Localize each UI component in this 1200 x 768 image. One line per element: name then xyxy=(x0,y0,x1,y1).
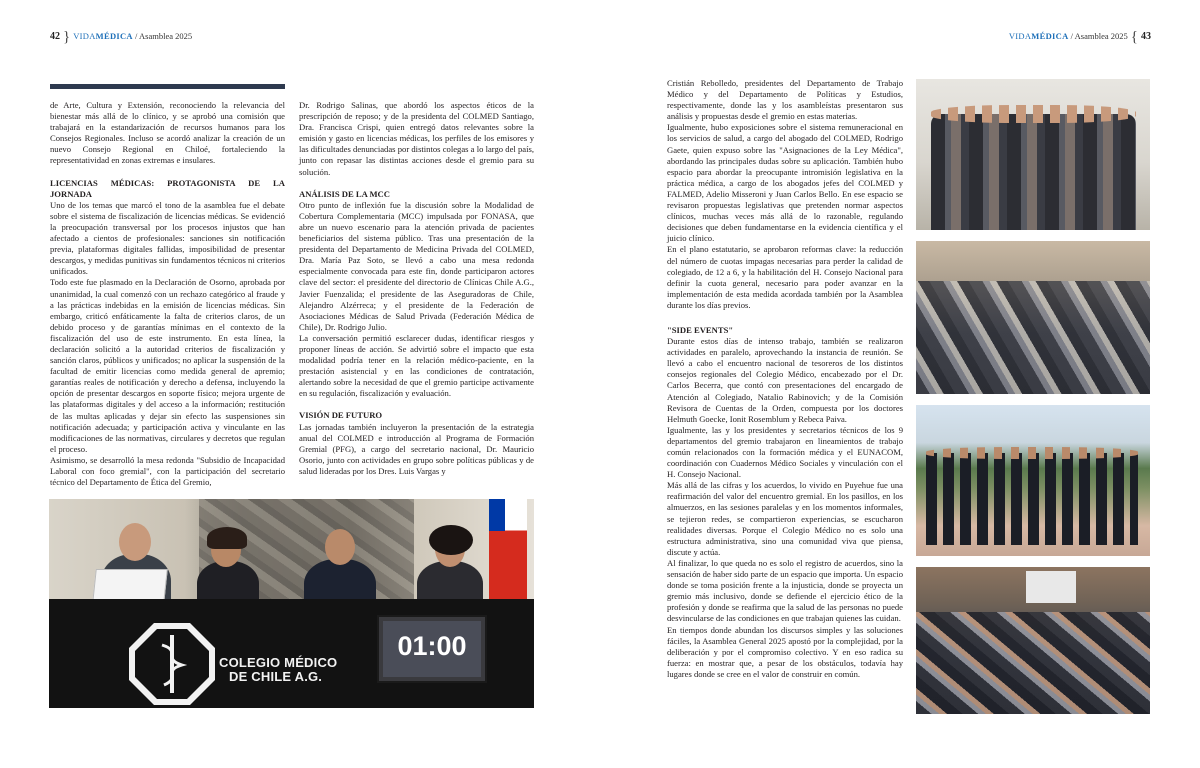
working-session-photo xyxy=(916,241,1150,394)
page-number: 43 xyxy=(1141,31,1151,42)
brace-ornament: } xyxy=(63,29,71,45)
magazine-brand: VIDAMÉDICA xyxy=(73,31,133,41)
page-header-right: VIDAMÉDICA / Asamblea 2025 { 43 xyxy=(1008,29,1151,45)
paragraph: Todo este fue plasmado en la Declaración de Osorno, aprobada por unanimidad, la cual comenzó con un rechazo categórico al fraude y a las prácticas indebidas en la emisión de licencias médicas. Sin embargo, criticó enfáticamente la falta de criterios claros, de un debido proceso y de garantías mínimas en el contexto de la fiscalización del uso de este instrumento. En esta línea, la declaración solicitó a la autoridad criterios de fiscalización y sanción claros, públicos y unificados; no aplicar la suspensión de la facultad de emitir licencias como medida general de apremio; garantías reales de notificación y derecho a defensa, incluyendo la opción de presentar descargos en soporte físico; mejora urgente de las plataformas digitales y del acceso a la información; restitución de las multas aplicadas y dejar sin efecto las suspensiones sin notificación adecuada; y participación activa y vinculante en las modificaciones de las normativas, circulares y decretos que regulan el proceso. xyxy=(50,277,285,454)
article-column-2 xyxy=(299,100,534,477)
panel-discussion-photo xyxy=(49,499,534,708)
paragraph: Durante estos días de intenso trabajo, también se realizaron actividades en paralelo, aprovechando la instancia de reunión. Se llevó a cabo el encuentro nacional de tesoreros de los distintos consejos regionales del Colegio Médico, encabezado por el Dr. Carlos Becerra, que contó con presentaciones del encargado de Atención al Colegiado, Natalio Rabinovich; y de la Comisión Revisora de Cuentas de la Orden, compuesta por los doctores Helmuth Goecke, Ionit Rosemblum y Rebeca Paiva. xyxy=(667,336,903,424)
paragraph: En tiempos donde abundan los discursos simples y las soluciones fáciles, la Asamblea General 2025 apostó por la complejidad, por la deliberación y por el compromiso colectivo. Y en eso radica su fuerza: en mostrar que, a pesar de los obstáculos, todavía hay lugares donde se cree en el valor de construir en común. xyxy=(667,624,903,679)
paragraph: En el plano estatutario, se aprobaron reformas clave: la reducción del número de cuotas impagas necesarias para perder la calidad de colegiado, de 12 a 6, y la habilitación del H. Consejo Nacional para definir la cuota general, necesario para poder avanzar en la implementación de esta medida acordada también por la Asamblea durante los días previos. xyxy=(667,244,903,310)
section-heading: "SIDE EVENTS" xyxy=(667,324,734,335)
paragraph: Las jornadas también incluyeron la presentación de la estrategia anual del COLMED e introducción al Programa de Formación Gremial (PFG), a cargo del secretario nacional, Dr. Mauricio Osorio, junto con actividades en grupo sobre políticas públicas y de salud lideradas por los Dres. Luis Vargas y xyxy=(299,421,534,476)
paragraph: Dr. Rodrigo Salinas, que abordó los aspectos éticos de la prescripción de reposo; y de la presidenta del COLMED Santiago, Dra. Francisca Crispi, quien entregó datos relevantes sobre la emisión y gasto en licencias médicas, los perfiles de los emisores y las dificultades denunciadas por distintos colegas a lo largo del país, junto con repasar las distintas acciones desde el gremio para su solución. xyxy=(299,100,534,177)
timer-display: 01:00 xyxy=(397,631,467,661)
issue-name: Asamblea 2025 xyxy=(1074,31,1128,41)
paragraph: Cristián Rebolledo, presidentes del Departamento de Trabajo Médico y del Departamento de Políticas y Estudios, respectivamente, donde las y los asambleístas presentaron sus análisis y propuestas desde el gremio en estas materias. xyxy=(667,78,903,122)
page-header-left: 42 } VIDAMÉDICA / Asamblea 2025 xyxy=(50,29,193,45)
paragraph: Igualmente, las y los presidentes y secretarios técnicos de los 9 departamentos del gremio trabajaron en lineamientos de trabajo común relacionados con la formación médica y el EUNACOM, coordinación con Cuadernos Médico Sociales y vinculación con el H. Consejo Nacional. xyxy=(667,424,903,480)
brace-ornament: { xyxy=(1130,29,1138,45)
paragraph: Igualmente, hubo exposiciones sobre el sistema remuneracional en los servicios de salud, a cargo del abogado del COLMED, Rodrigo Gaete, quien expuso sobre las "Asignaciones de la Ley Médica", abordando las principales dudas sobre su aplicación. También hubo espacio para abordar la preocupante intromisión legislativa en la práctica médica, a cargo de los abogados jefes del COLMED y FALMED, Adelio Misseroni y Juan Carlos Bello. En ese espacio se revisaron propuestas legislativas que pretenden normar aspectos clínicos, muchas veces más allá de lo razonable, regulando decisiones que deben fundamentarse en la evidencia científica y el juicio clínico. xyxy=(667,122,903,244)
paragraph: Más allá de las cifras y los acuerdos, lo vivido en Puyehue fue una reafirmación del valor del encuentro gremial. En los pasillos, en los almuerzos, en las sesiones paralelas y en los momentos informales, se tejieron redes, se compartieron experiencias, se escucharon realidades diversas. Porque el Colegio Médico no es solo una estructura administrativa, sino una comunidad viva que piensa, discute y actúa. xyxy=(667,480,903,557)
section-heading: ANÁLISIS DE LA MCC xyxy=(299,188,390,199)
outdoor-group-photo xyxy=(916,405,1150,556)
magazine-brand: VIDAMÉDICA xyxy=(1008,31,1069,41)
paragraph: Otro punto de inflexión fue la discusión sobre la Modalidad de Cobertura Complementaria (MCC) impulsada por FONASA, que abre un nuevo escenario para la atención privada de pacientes beneficiarios del sistema público. Tras una presentación de la presidenta del Departamento de Medicina Privada del COLMED, Dra. María Paz Soto, se llevó a cabo una mesa redonda especialmente convocada para este fin, donde participaron actores clave del sector: el presidente del directorio de Clínicas Chile A.G., Javier Fuenzalida; el presidente de las Aseguradoras de Chile, Alejandro Alzérreca; y el presidente de la Federación de Asociaciones Médicas de Salud Privada (Federación Médica de Chile), Dr. Rodrigo Julio. xyxy=(299,199,534,332)
section-heading: LICENCIAS MÉDICAS: PROTAGONISTA DE LA JORNADA xyxy=(50,177,285,199)
section-rule xyxy=(50,84,285,89)
paragraph: La conversación permitió esclarecer dudas, identificar riesgos y proponer líneas de acción. Se advirtió sobre el impacto que esta modalidad podría tener en la relación médico-paciente, en la prestación asistencial y en las condiciones de contratación, alertando sobre la necesidad de que el gremio participe activamente en su regulación, fiscalización y evaluación. xyxy=(299,332,534,399)
group-photo-assembly xyxy=(916,79,1150,230)
article-column-1 xyxy=(50,100,285,488)
issue-name: Asamblea 2025 xyxy=(139,31,193,41)
article-column-3 xyxy=(667,78,903,680)
paragraph: de Arte, Cultura y Extensión, reconociendo la relevancia del bienestar más allá de lo clínico, y se aprobó una comisión que trabajará en la estandarización de recursos humanos para los Consejos Regionales. Incluso se acordó analizar la creación de un nuevo Consejo Regional en Chiloé, fortaleciendo la representatividad en zonas extremas e insulares. xyxy=(50,100,285,166)
paragraph: Asimismo, se desarrolló la mesa redonda "Subsidio de Incapacidad Laboral con foco gremial", con la participación del secretario técnico del Departamento de Ética del Gremio, xyxy=(50,454,285,488)
section-heading: VISIÓN DE FUTURO xyxy=(299,410,383,421)
timer-monitor xyxy=(377,615,487,683)
banner-text: COLEGIO MÉDICO DE CHILE A.G. xyxy=(219,655,338,684)
breakout-room-photo xyxy=(916,567,1150,714)
paragraph: Uno de los temas que marcó el tono de la asamblea fue el debate sobre el sistema de fiscalización de licencias médicas. Se evidenció la preocupación transversal por los procesos injustos que han afectado a cientos de profesionales: sanciones sin notificación previa, plataformas digitales fallidas, imposibilidad de presentar descargos, y medidas punitivas sin fundamentos técnicos ni criterios unificados. xyxy=(50,199,285,277)
paragraph: Al finalizar, lo que queda no es solo el registro de acuerdos, sino la sensación de haber sido parte de un espacio que importa. Un espacio donde se toma posición frente a la injusticia, donde se proyecta un gremio más inclusivo, donde se defiende el ejercicio ético de la profesión y donde se reafirma que la salud de las personas no puede desvincularse de las condiciones en que trabajan quienes las cuidan. xyxy=(667,557,903,624)
page-number: 42 xyxy=(50,31,60,42)
medical-college-emblem-icon xyxy=(127,621,217,707)
